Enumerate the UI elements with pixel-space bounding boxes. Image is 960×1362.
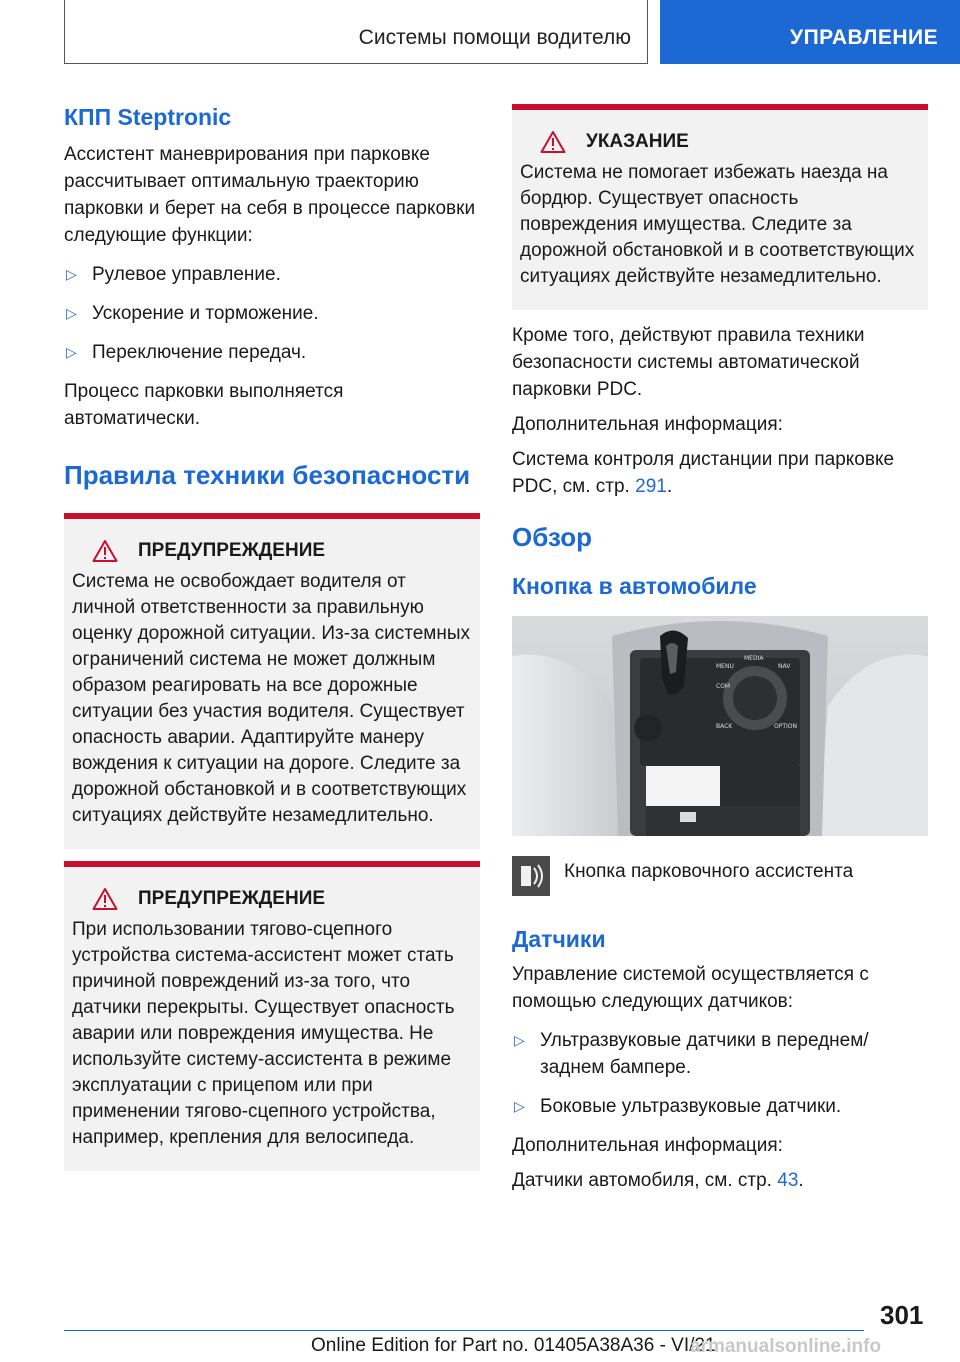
header-section-box — [64, 0, 648, 64]
bullet-arrow-icon: ▷ — [66, 305, 77, 321]
function-list — [64, 261, 480, 366]
list-item: ▷ Ускорение и торможение. — [64, 300, 480, 327]
warning-title: ПРЕДУПРЕЖДЕНИЕ — [138, 540, 326, 561]
page-number: 301 — [880, 1300, 924, 1330]
page-link-291[interactable]: 291 — [635, 476, 667, 497]
steptronic-heading: КПП Steptronic — [64, 104, 232, 130]
header-chapter-tab[interactable] — [660, 0, 960, 64]
left-column — [64, 104, 480, 1171]
bullet-arrow-icon: ▷ — [66, 344, 77, 360]
sensors-list — [512, 1027, 928, 1120]
pdc-paragraph: Кроме того, действуют правила техники безопасности системы автоматической парковки PDC. — [512, 325, 865, 400]
warning-box-1 — [64, 513, 480, 849]
photo-caption — [512, 856, 928, 896]
bullet-arrow-icon: ▷ — [514, 1032, 525, 1048]
list-item: ▷ Ультразвуковые датчики в переднем/ заднем бампере. — [512, 1027, 928, 1081]
list-item: ▷ Рулевое управление. — [64, 261, 480, 288]
notice-text: Система не помогает избежать наезда на бордюр. Существует опасность повреждения имущества. Следите за дорожной обстановкой и в соответствующих ситуациях действуйте незамедлительно. — [520, 162, 915, 287]
footer-edition: Online Edition for Part no. 01405A38A36 - VI/21 — [311, 1335, 716, 1356]
bullet-arrow-icon: ▷ — [514, 1098, 525, 1114]
button-heading: Кнопка в автомобиле — [512, 573, 757, 599]
footer-watermark: armanualsonline.info — [690, 1336, 882, 1357]
sensors-reference: Датчики автомобиля, см. стр. 43. — [512, 1170, 804, 1191]
footer-divider — [64, 1330, 864, 1331]
pdc-reference: Система контроля дистанции при парковке PDC, см. стр. 291. — [512, 449, 895, 497]
list-item: ▷ Переключение передач. — [64, 339, 480, 366]
more-info-label: Дополнительная информация: — [512, 414, 783, 435]
notice-title: УКАЗАНИЕ — [586, 131, 689, 152]
header-chapter-label: УПРАВЛЕНИЕ — [790, 26, 939, 49]
warning-triangle-icon — [92, 539, 118, 563]
console-label-com: COM — [716, 683, 731, 690]
bullet-arrow-icon: ▷ — [66, 266, 77, 282]
right-column — [512, 104, 928, 1194]
console-label-nav: NAV — [778, 663, 791, 670]
warning-triangle-icon — [540, 130, 566, 154]
header-section-title: Системы помощи водителю — [358, 26, 631, 49]
console-label-back: BACK — [716, 723, 733, 730]
caption-text: Кнопка парковочного ассистента — [564, 861, 854, 882]
warning-title: ПРЕДУПРЕЖДЕНИЕ — [138, 888, 326, 909]
console-label-option: OPTION — [774, 723, 797, 730]
more-info-label: Дополнительная информация: — [512, 1135, 783, 1156]
warning-text: Система не освобождает водителя от личной ответственности за правильную оценку дорожной ситуации. Из-за системных ограничений система не может должным образом реагировать на все дорожные ситуации без участия водителя. Существует опасность аварии. Адаптируйте манеру вождения к ситуации на дороге. Следите за дорожной обстановкой и в соответствующих ситуациях действуйте незамедлительно. — [72, 571, 471, 826]
steptronic-paragraph: Ассистент маневрирования при парковке рассчитывает оптимальную траекторию парковки и берет на себя в процессе парковки следующие функции: — [64, 144, 476, 246]
notice-box — [512, 104, 928, 310]
page-link-43[interactable]: 43 — [777, 1170, 799, 1191]
center-console-photo — [512, 616, 928, 836]
console-label-home: MEDIA — [744, 655, 764, 662]
parking-assistant-icon — [512, 856, 550, 896]
sensors-heading: Датчики — [512, 926, 606, 952]
sensors-paragraph: Управление системой осуществляется с помощью следующих датчиков: — [512, 964, 869, 1012]
overview-heading: Обзор — [512, 522, 592, 552]
auto-parking-paragraph: Процесс парковки выполняется автоматически. — [64, 381, 344, 429]
console-label-menu: MENU — [716, 663, 734, 670]
warning-box-2 — [64, 861, 480, 1171]
safety-heading: Правила техники безопасности — [64, 460, 471, 490]
warning-triangle-icon — [92, 887, 118, 911]
list-item: ▷ Боковые ультразвуковые датчики. — [512, 1093, 928, 1120]
warning-text: При использовании тягово-сцепного устройства система-ассистент может стать причиной повреждений из-за того, что датчики перекрыты. Существует опасность аварии или повреждения имущества. Не используйте систему-ассистента в режиме эксплуатации с прицепом или при применении тягово-сцепного устройства, например, крепления для велосипеда. — [72, 919, 455, 1148]
